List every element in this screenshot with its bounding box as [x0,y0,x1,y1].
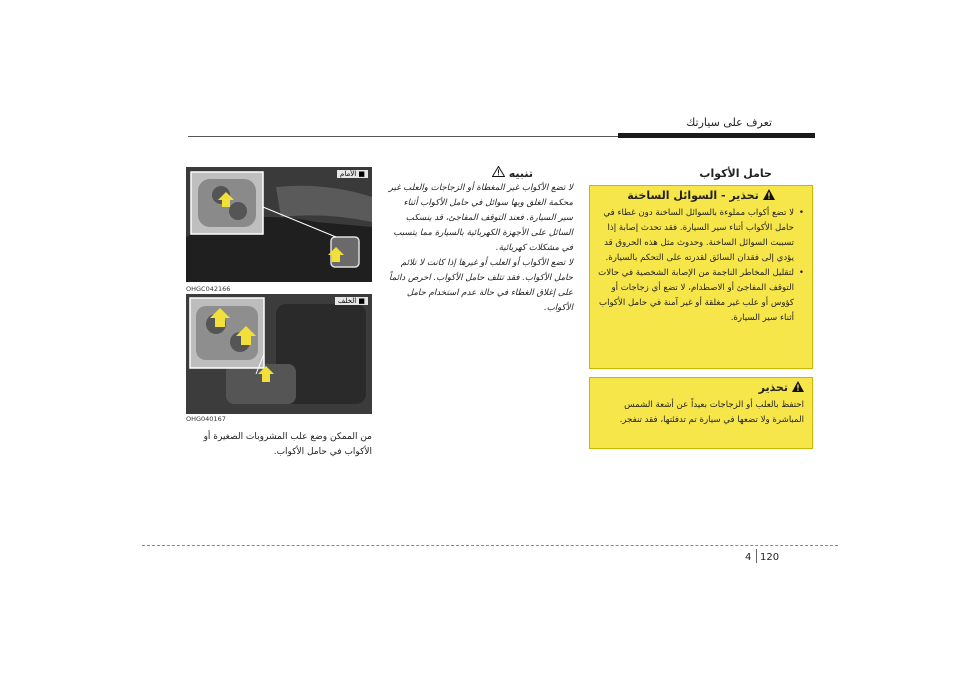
rear-cup-holder-photo [186,294,372,414]
warning-item [598,266,804,326]
warning-heading [590,378,812,396]
footer-rule [142,545,838,546]
bullet-icon: • [798,208,804,218]
figure-code: OHGC042166 [186,285,231,293]
warning-triangle-icon [792,381,804,395]
warning-text: احتفظ بالعلب أو الزجاجات بعيداً عن أشعة الشمس المباشرة ولا تضعها في سيارة تم تدفئتها، فقد تنفجر. [619,400,804,425]
section-title: حامل الأكواب [699,167,772,180]
caution-block [387,166,573,316]
section-header: تعرف على سيارتك [686,116,772,129]
front-cup-holder-photo [186,167,372,282]
caution-triangle-icon [492,167,505,180]
figure-caption: من الممكن وضع علب المشروبات الصغيرة أو الأكواب في حامل الأكواب. [203,432,372,457]
figure-code: OHG040167 [186,415,226,423]
warning-box-hot-liquids [589,185,813,369]
warning-item-text: لتقليل المخاطر الناجمة من الإصابة الشخصية في حالات التوقف المفاجئ أو الاصطدام، لا تضع أي زجاجات أو كؤوس أو علب غير مغلقة أو غير آمنة في حامل الأكواب أثناء سير السيارة. [598,268,794,323]
chapter-number: 4 [745,552,752,563]
caution-text: تنبيه [508,167,533,180]
warning-item [598,206,804,266]
warning-item-text: لا تضع أكواب مملوءة بالسوائل الساخنة دون غطاء في حامل الأكواب أثناء سير السيارة. فقد تحدث إصابة إذا تسببت السوائل الساخنة. وحدوث مثل هذه الحروق قد يؤدي إلى فقدان السائق لقدرته على التحكم بالسيارة. [603,208,794,263]
photo-label: ■ الخلف [335,297,368,305]
caution-paragraph: لا تضع الأكواب غير المغطاة أو الزجاجات والعلب غير محكمة الغلق وبها سوائل في حامل الأكواب أثناء سير السيارة. فعند التوقف المفاجئ، قد ينسكب السائل على الأجهزة الكهربائية بالسيارة مما يتسبب في مشكلات كهربائية. [388,183,573,253]
warning-heading [590,186,812,204]
caution-paragraph: لا تضع الأكواب أو العلب أو غيرها إذا كانت لا تلائم حامل الأكواب. فقد تتلف حامل الأكواب. احرص دائماً على إغلاق الغطاء في حالة عدم استخدام حامل الأكواب. [389,258,573,313]
caution-heading [387,166,573,181]
page-number: 120 [760,552,780,563]
bullet-icon: • [798,268,804,278]
page-number-divider [756,549,757,563]
header-rule-accent [618,133,815,138]
header-rule [188,136,618,137]
warning-heading-text: تحذير - السوائل الساخنة [627,189,759,202]
warning-triangle-icon [763,189,775,203]
warning-heading-text: تحذير [758,381,788,394]
warning-box-cans [589,377,813,449]
photo-label: ■ الأمام [337,170,368,178]
